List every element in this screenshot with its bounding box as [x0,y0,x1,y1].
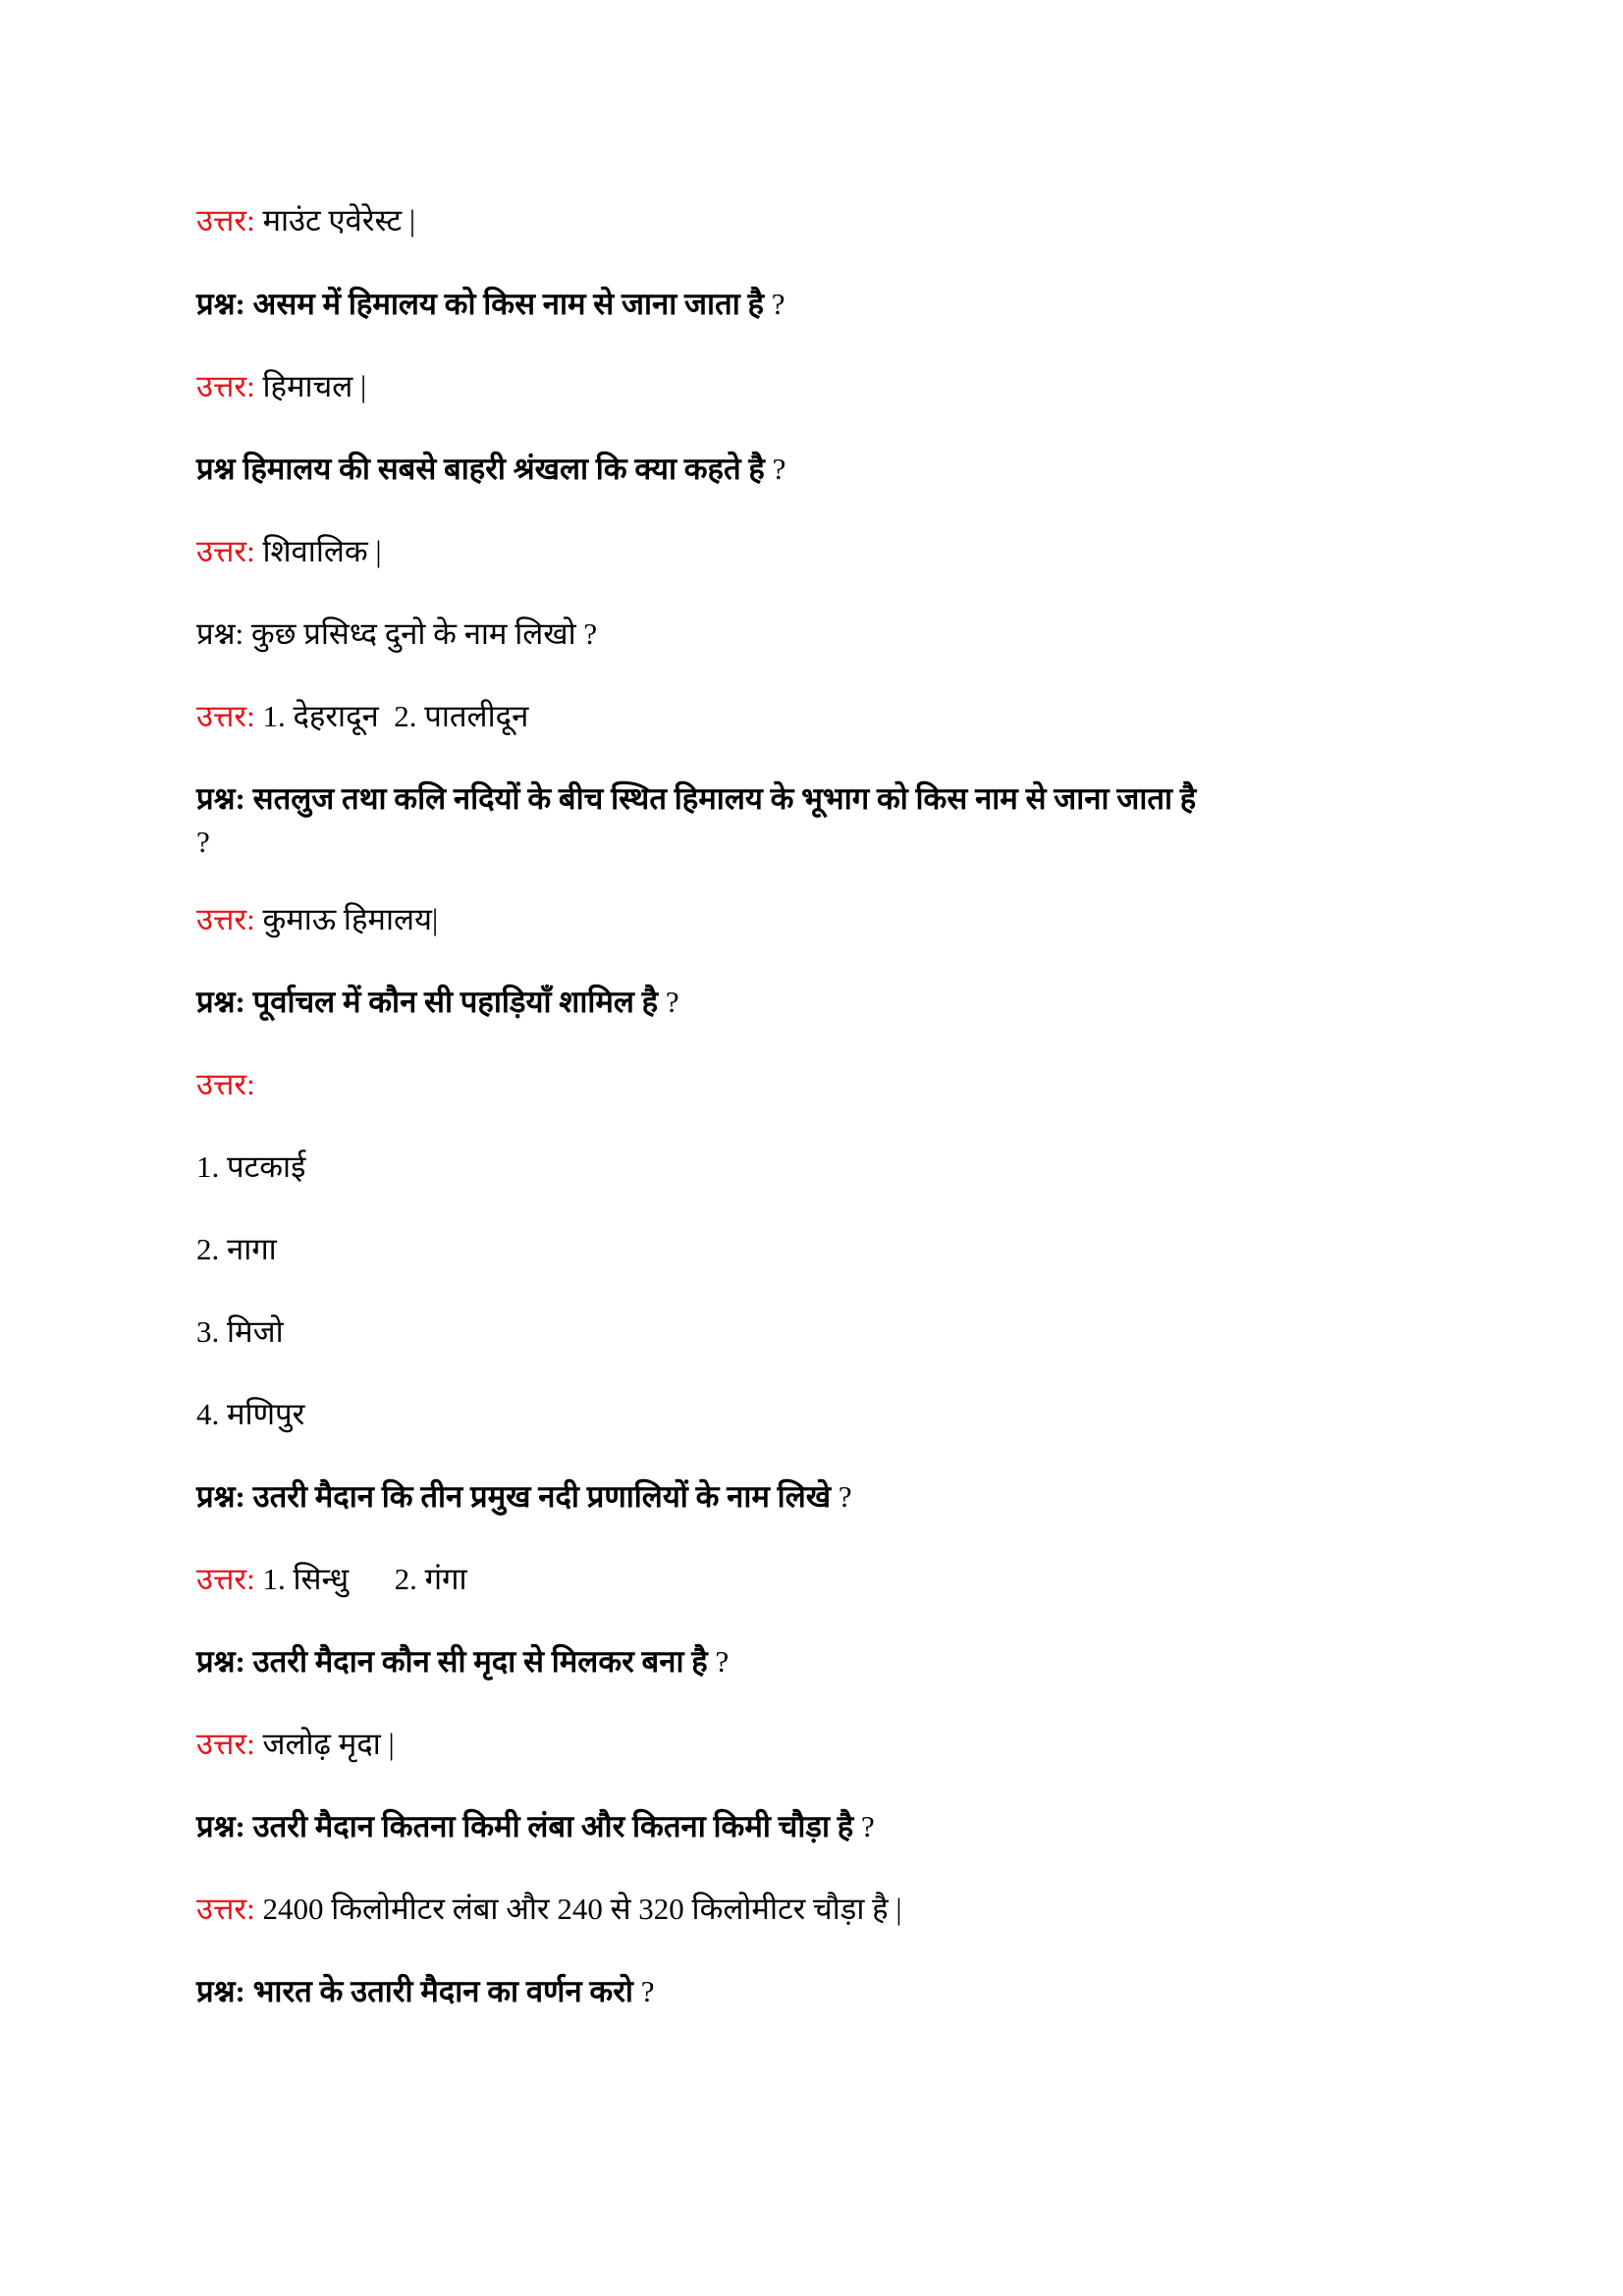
answer-line [196,1558,467,1601]
answer-text: जलोढ़ मृदा | [254,1727,395,1761]
question-line [196,283,784,326]
question-text: प्रश्न हिमालय की सबसे बाहरी श्रंखला कि क्या कहते है [196,452,765,486]
question-text: प्रश्न: भारत के उतारी मैदान का वर्णन करो [196,1974,633,2008]
question-mark: ? [853,1809,875,1843]
question-text: प्रश्न: उतरी मैदान कि तीन प्रमुख नदी प्रणालियों के नाम लिखे [196,1479,832,1514]
answer-label: उत्तर: [196,203,255,238]
question-line [196,1805,875,1848]
answer-text: 1. देहरादून 2. पातलीदून [254,699,529,733]
list-item: 4. मणिपुर [196,1397,305,1431]
question-mark: ? [763,287,785,321]
question-mark: ? [196,825,210,859]
answer-label: उत्तर: [196,902,255,936]
answer-text: 2400 किलोमीटर लंबा और 240 से 320 किलोमीटर चौड़ा है | [254,1892,902,1926]
question-text: प्रश्न: कुछ प्रसिध्द दुनो के नाम लिखो ? [196,616,598,651]
answer-line [196,365,366,408]
question-line [196,777,1196,864]
question-text: प्रश्न: सतलुज तथा कलि नदियों के बीच स्थित हिमालय के भूभाग को किस नाम से जाना जाता है [196,781,1197,816]
question-line [196,1475,852,1519]
question-text: प्रश्न: उतरी मैदान कितना किमी लंबा और कितना किमी चौड़ा है [196,1809,854,1843]
answer-line [196,1063,255,1106]
question-text: प्रश्न: असम में हिमालय को किस नाम से जाना जाता है [196,287,764,321]
question-text: प्रश्न: पूर्वाचल में कौन सी पहाड़ियाँ शामिल है [196,985,659,1019]
question-mark: ? [632,1974,655,2008]
question-mark: ? [658,985,679,1019]
answer-label: उत्तर: [196,699,255,733]
answer-line [196,695,528,738]
list-item: 3. मिजो [196,1314,284,1349]
question-line [196,448,785,491]
question-mark: ? [831,1479,852,1514]
answer-text: हिमाचल | [254,369,367,403]
question-text: प्रश्न: उतरी मैदान कौन सी मृदा से मिलकर बना है [196,1644,708,1679]
answer-label: उत्तर: [196,1727,255,1761]
answer-label: उत्तर: [196,369,255,403]
answer-label: उत्तर: [196,534,255,568]
answer-line [196,1888,902,1931]
question-line [196,981,679,1024]
answer-label: उत्तर: [196,1892,255,1926]
answer-text: माउंट एवेरेस्ट | [254,203,416,238]
question-line [196,1640,729,1683]
question-mark: ? [707,1644,730,1679]
answer-line [196,530,382,573]
answer-line [196,1723,395,1766]
list-item: 2. नागा [196,1232,277,1266]
answer-text: कुमाऊ हिमालय| [254,902,439,936]
answer-label: उत्तर: [196,1067,255,1101]
question-line [196,613,597,656]
question-mark: ? [764,452,786,486]
list-item: 1. पटकाई [196,1149,306,1184]
answer-text: शिवालिक | [254,534,382,568]
answer-text: 1. सिन्धु 2. गंगा [254,1562,467,1596]
answer-line [196,898,438,941]
question-line [196,1970,654,2013]
answer-line [196,199,415,242]
answer-label: उत्तर: [196,1562,255,1596]
